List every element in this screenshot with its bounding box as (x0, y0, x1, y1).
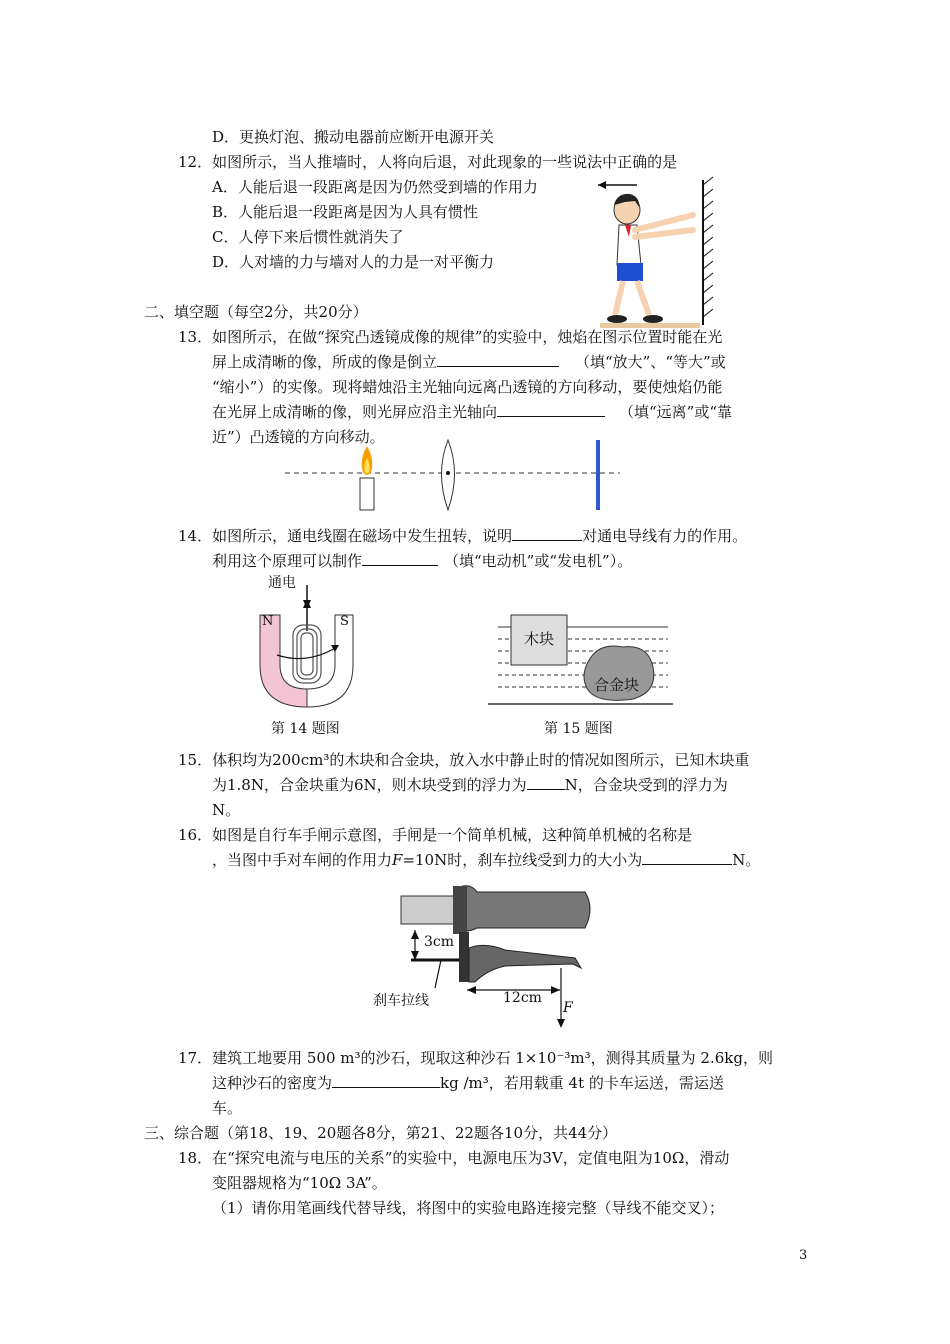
q12-option-c: C．人停下来后惯性就消失了 (212, 228, 404, 246)
q13-line2-hint: （填“放大”、“等大”或 (575, 353, 726, 371)
q13-line4-text: 在光屏上成清晰的像，则光屏应沿主光轴向 (212, 403, 498, 421)
fig15-wood-label: 木块 (524, 630, 555, 648)
q16-line2-end: N。 (732, 851, 761, 869)
section2-title: 二、填空题（每空2分，共20分） (144, 303, 368, 321)
q14-line2-hint: （填“电动机”或“发电机”）。 (444, 552, 633, 570)
q15-figure-buoyancy (488, 612, 673, 707)
q13-line2-text: 屏上成清晰的像，所成的像是倒立 (212, 353, 438, 371)
q14-line1-end: 对通电导线有力的作用。 (582, 527, 748, 545)
fig15-caption: 第 15 题图 (544, 721, 613, 737)
q13-line5: 近”）凸透镜的方向移动。 (212, 428, 385, 446)
q13-figure-optics (285, 438, 625, 513)
q14-blank1[interactable] (512, 526, 582, 541)
light-screen (596, 440, 600, 510)
section3-title: 三、综合题（第18、19、20题各8分，第21、22题各10分，共44分） (144, 1124, 618, 1142)
fig16-12cm-label: 12cm (503, 990, 542, 1006)
fig15-alloy-label: 合金块 (594, 676, 640, 694)
q15-line2 (212, 775, 728, 795)
q16-force-symbol: F (392, 851, 403, 869)
q12-option-d: D．人对墙的力与墙对人的力是一对平衡力 (212, 253, 495, 271)
q12-stem: 12．如图所示，当人推墙时，人将向后退，对此现象的一些说法中正确的是 (178, 153, 678, 171)
q11-option-d: D．更换灯泡、搬动电器前应断开电源开关 (212, 128, 495, 146)
q14-figure-magnet (255, 585, 365, 715)
fig14-caption: 第 14 题图 (271, 721, 340, 737)
q16-line2-text: ，当图中手对车闸的作用力 (212, 851, 393, 869)
q14-line2 (212, 551, 632, 571)
q16-line2-value: =10N时，刹车拉线受到力的大小为 (402, 851, 643, 869)
q12-option-a: A．人能后退一段距离是因为仍然受到墙的作用力 (212, 178, 538, 196)
q13-line2 (212, 352, 726, 372)
q12-option-b: B．人能后退一段距离是因为人具有惯性 (212, 203, 479, 221)
q14-line1-text: 14．如图所示，通电线圈在磁场中发生扭转，说明 (178, 527, 513, 545)
q15-line3: N。 (212, 801, 241, 819)
fig16-3cm-label: 3cm (424, 934, 455, 950)
q17-line3: 车。 (212, 1099, 243, 1117)
q18-line2: 变阻器规格为“10Ω 3A”。 (212, 1174, 387, 1192)
page-number: 3 (799, 1248, 808, 1263)
q14-line1 (178, 526, 747, 546)
q18-line3: （1）请你用笔画线代替导线，将图中的实验电路连接完整（导线不能交叉）； (212, 1199, 725, 1217)
q13-line4-hint: （填“远离”或“靠 (619, 403, 733, 421)
q16-blank1[interactable] (642, 850, 732, 865)
fig14-n-pole: N (262, 614, 274, 629)
q17-line2-end: kg /m³，若用载重 4t 的卡车运送，需运送 (440, 1074, 724, 1092)
q18-line1: 18．在“探究电流与电压的关系”的实验中，电源电压为3V，定值电阻为10Ω，滑动 (178, 1149, 730, 1167)
q15-line2-end: N，合金块受到的浮力为 (564, 776, 728, 794)
q14-line2-text: 利用这个原理可以制作 (212, 552, 363, 570)
q15-line2-text: 为1.8N，合金块重为6N，则木块受到的浮力为 (212, 776, 527, 794)
fig16-force-label: F (563, 1000, 573, 1016)
q13-line4 (212, 402, 732, 422)
q13-blank1[interactable] (437, 352, 559, 367)
q17-line2 (212, 1073, 724, 1093)
q16-line1: 16．如图是自行车手闸示意图，手闸是一个简单机械，这种简单机械的名称是 (178, 826, 693, 844)
q17-blank1[interactable] (332, 1073, 440, 1088)
q17-line2-text: 这种沙石的密度为 (212, 1074, 333, 1092)
q14-blank2[interactable] (362, 551, 438, 566)
q15-blank1[interactable] (527, 775, 565, 790)
fig14-s-pole: S (340, 614, 349, 629)
fig16-cable-label: 刹车拉线 (373, 993, 429, 1009)
q15-line1: 15．体积均为200cm³的木块和合金块，放入水中静止时的情况如图所示，已知木块重 (178, 751, 750, 769)
q13-line3: “缩小”）的实像。现将蜡烛沿主光轴向远离凸透镜的方向移动，要使烛焰仍能 (212, 378, 723, 396)
q16-line2 (212, 850, 760, 870)
q12-figure-person-wall (595, 175, 720, 335)
q17-line1: 17．建筑工地要用 500 m³的沙石，现取这种沙石 1×10⁻³m³，测得其质量为 2.6kg，则 (178, 1049, 773, 1067)
fig14-current-label: 通电 (268, 575, 296, 591)
q13-line1: 13．如图所示，在做“探究凸透镜成像的规律”的实验中，烛焰在图示位置时能在光 (178, 328, 723, 346)
q13-blank2[interactable] (497, 402, 605, 417)
